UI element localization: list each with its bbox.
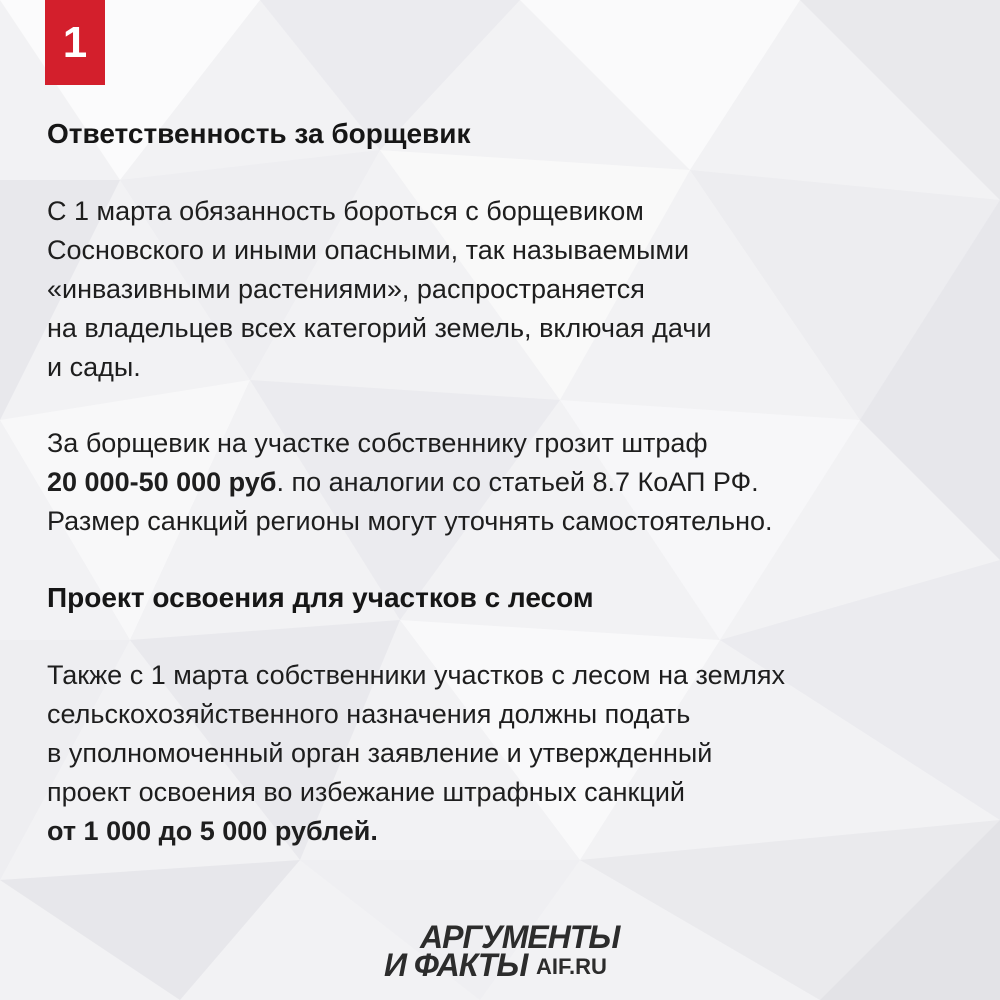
fine-amount: 20 000-50 000 руб	[47, 467, 277, 497]
fine-line	[47, 463, 967, 502]
text-line: и сады.	[47, 352, 141, 382]
text-line: Также с 1 марта собственники участков с лесом на землях	[47, 660, 786, 690]
text-line: проект освоения во избежание штрафных санкций	[47, 777, 685, 807]
section2-paragraph	[47, 656, 967, 851]
text-line: сельскохозяйственного назначения должны подать	[47, 699, 691, 729]
section1-heading: Ответственность за борщевик	[47, 118, 471, 149]
section1-paragraph2	[47, 424, 967, 541]
logo-line2: И ФАКТЫ	[384, 947, 528, 983]
text-line: «инвазивными растениями», распространяется	[47, 274, 645, 304]
slide-number: 1	[62, 17, 88, 67]
fine-range: от 1 000 до 5 000 рублей.	[47, 816, 378, 846]
logo-domain: AIF.RU	[536, 954, 607, 979]
slide-number-badge	[45, 0, 105, 85]
aif-logo	[384, 918, 634, 983]
text-line: Сосновского и иными опасными, так называемыми	[47, 235, 690, 265]
section2-heading: Проект освоения для участков с лесом	[47, 582, 594, 613]
text-line: Размер санкций регионы могут уточнять самостоятельно.	[47, 506, 773, 536]
text-line: в уполномоченный орган заявление и утвержденный	[47, 738, 713, 768]
text-line: С 1 марта обязанность бороться с борщевиком	[47, 196, 644, 226]
section1-paragraph1	[47, 192, 967, 387]
text-line: на владельцев всех категорий земель, включая дачи	[47, 313, 712, 343]
fine-reference: . по аналогии со статьей 8.7 КоАП РФ.	[276, 467, 759, 497]
logo-line1: АРГУМЕНТЫ	[420, 919, 620, 955]
text-line: За борщевик на участке собственнику грозит штраф	[47, 428, 708, 458]
